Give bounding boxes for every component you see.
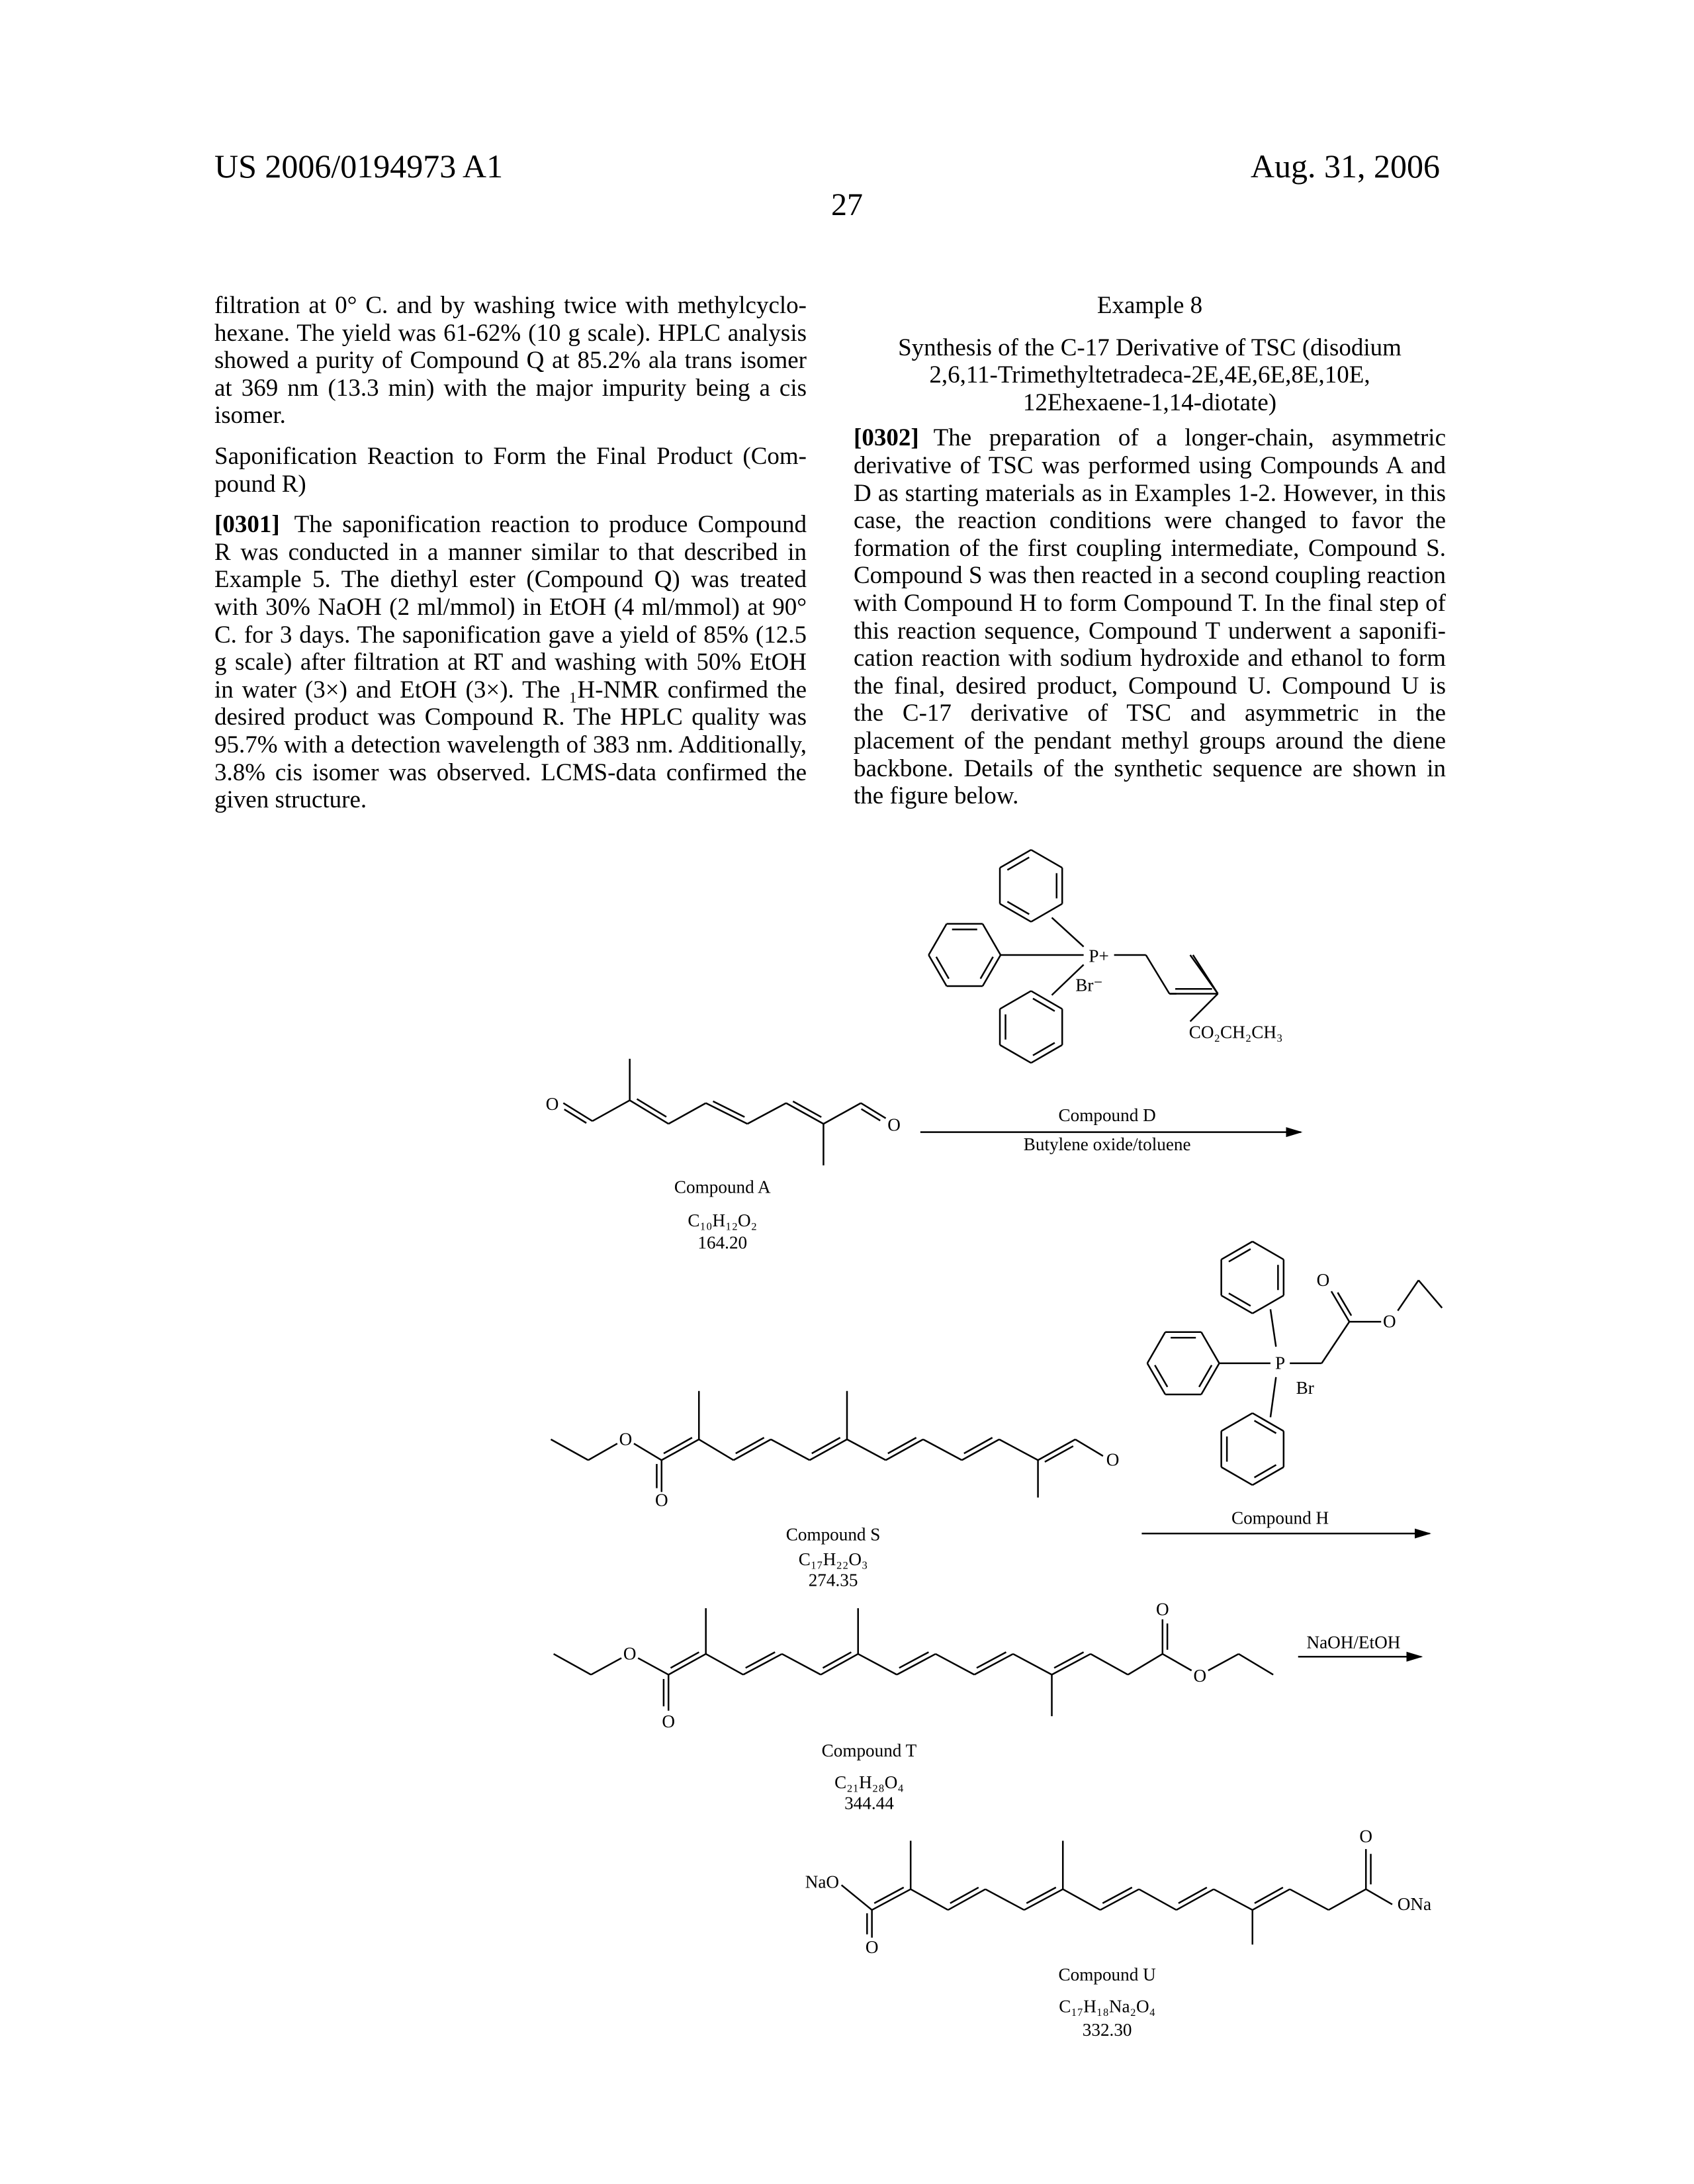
phenyl-bond bbox=[928, 924, 946, 955]
bond bbox=[588, 1443, 617, 1460]
bond bbox=[886, 1439, 923, 1460]
a-oxygen-right: O bbox=[887, 1115, 901, 1135]
reaction-scheme bbox=[0, 0, 1694, 2184]
bond bbox=[1270, 1309, 1276, 1346]
phenyl-bond bbox=[1000, 991, 1031, 1009]
bond bbox=[591, 1658, 621, 1674]
bond bbox=[810, 1439, 847, 1460]
bond bbox=[1100, 1889, 1139, 1910]
phenyl-bond bbox=[1031, 850, 1062, 868]
bond bbox=[842, 1885, 872, 1910]
bond bbox=[706, 1103, 748, 1124]
bond bbox=[1321, 1322, 1349, 1363]
bond bbox=[1190, 955, 1218, 994]
bond bbox=[634, 1443, 662, 1460]
compound-s-name: Compound S bbox=[786, 1525, 881, 1545]
bond bbox=[630, 1101, 669, 1124]
bond bbox=[1214, 1889, 1253, 1910]
compound-s-formula: C₁₇H₂₂O₃ bbox=[799, 1549, 868, 1569]
bond bbox=[1239, 1654, 1273, 1674]
bond bbox=[897, 1654, 936, 1674]
u-ona-label: ONa bbox=[1398, 1894, 1431, 1914]
continuation-paragraph: filtration at 0° C. and by washing twice with methylcyclo-hexane. The yield was 61-62% (10 g scale). HPLC analysis showed a purity of Compound Q at 85.2% ala trans isomer at 369 nm (13.3 min) with the major impurity being a cis isomer. bbox=[214, 292, 807, 430]
aromatic-bond bbox=[1255, 1465, 1276, 1477]
phenyl-bond bbox=[1147, 1332, 1165, 1363]
bond bbox=[821, 1654, 858, 1674]
bond bbox=[1329, 1889, 1366, 1910]
example-title-line-1: Synthesis of the C-17 Derivative of TSC (disodium bbox=[854, 334, 1446, 362]
aromatic-bond bbox=[1007, 857, 1029, 870]
a-oxygen-left: O bbox=[546, 1094, 559, 1114]
d-phosphorus-label: P+ bbox=[1089, 946, 1108, 966]
compound-t-formula: C₂₁H₂₈O₄ bbox=[834, 1772, 904, 1792]
bond bbox=[706, 1654, 743, 1674]
t-oxygen-2: O bbox=[662, 1711, 675, 1731]
compound-u-name: Compound U bbox=[1059, 1965, 1157, 1985]
example-title-line-3: 12Ehexaene-1,14-diotate) bbox=[854, 389, 1446, 417]
bond bbox=[872, 1889, 911, 1910]
h-ester-oxygen: O bbox=[1383, 1312, 1396, 1332]
bond bbox=[1128, 1654, 1163, 1674]
phenyl-bond bbox=[1222, 1467, 1253, 1485]
bond bbox=[743, 1654, 782, 1674]
compound-a-name: Compound A bbox=[674, 1177, 771, 1197]
h-phosphorus-label: P bbox=[1275, 1353, 1285, 1373]
aromatic-bond bbox=[1033, 999, 1055, 1011]
compound-t-mw: 344.44 bbox=[844, 1793, 894, 1813]
paragraph-text: The preparation of a longer-chain, asymmetric derivative of TSC was performed using Compounds A and D as starting materials as in Examples 1-2. However, in this case, the reaction conditions were changed to favor the formation of the first coupling intermediate, Compound S. Compound S was then reacted in a second coupling reaction with Compound H to form Compound T. In the final step of this reaction sequence, Compound T underwent a saponifi-cation reaction with sodium hydroxide and ethanol to form the final, desired product, Compound U. Compound U is the C-17 derivative of TSC and asymmetric in the placement of the pendant methyl groups around the diene backbone. Details of the synthetic sequence are shown in the figure below. bbox=[854, 424, 1446, 809]
step1-reagent: Compound D bbox=[1059, 1105, 1156, 1125]
phenyl-bond bbox=[1253, 1295, 1284, 1313]
bond bbox=[999, 1439, 1038, 1460]
d-bromide-label: Br⁻ bbox=[1075, 975, 1103, 995]
bond bbox=[858, 1654, 897, 1674]
bond bbox=[554, 1654, 591, 1674]
double-bond bbox=[862, 1109, 881, 1120]
bond bbox=[1038, 1439, 1075, 1460]
bond bbox=[771, 1439, 810, 1460]
phenyl-bond bbox=[1031, 904, 1062, 922]
bond bbox=[786, 1103, 823, 1124]
section-heading: Saponification Reaction to Form the Final Product (Com-pound R) bbox=[214, 443, 807, 498]
bond bbox=[1398, 1280, 1418, 1310]
u-oxygen-2: O bbox=[1359, 1826, 1372, 1846]
bond bbox=[847, 1439, 886, 1460]
s-carbonyl-oxygen: O bbox=[655, 1490, 668, 1510]
phenyl-bond bbox=[1222, 1413, 1253, 1431]
step1-conditions: Butylene oxide/toluene bbox=[1024, 1134, 1191, 1154]
bond bbox=[1270, 1377, 1276, 1418]
compound-s-mw: 274.35 bbox=[809, 1570, 858, 1590]
bond bbox=[638, 1658, 668, 1674]
s-ester-oxygen: O bbox=[619, 1429, 633, 1449]
aromatic-bond bbox=[981, 957, 993, 979]
aromatic-bond bbox=[936, 957, 949, 979]
bond bbox=[1013, 1654, 1052, 1674]
publication-date: Aug. 31, 2006 bbox=[1251, 147, 1440, 185]
bond bbox=[551, 1439, 588, 1460]
aromatic-bond bbox=[1007, 901, 1029, 914]
h-carbonyl-oxygen: O bbox=[1317, 1270, 1330, 1290]
bond bbox=[1208, 1654, 1239, 1670]
bond bbox=[1253, 1889, 1290, 1910]
u-oxygen-1: O bbox=[866, 1937, 879, 1957]
bond bbox=[1146, 955, 1170, 994]
compound-t-name: Compound T bbox=[822, 1741, 917, 1760]
bond bbox=[592, 1101, 629, 1121]
bond bbox=[1052, 918, 1084, 947]
bond bbox=[974, 1654, 1013, 1674]
example-heading: Example 8 bbox=[854, 292, 1446, 320]
compound-u-formula: C₁₇H₁₈Na₂O₄ bbox=[1059, 1997, 1155, 2017]
aromatic-bond bbox=[1255, 1421, 1276, 1433]
bond bbox=[1075, 1439, 1103, 1456]
bond bbox=[936, 1654, 975, 1674]
paragraph-number: [0302] bbox=[854, 424, 919, 451]
bond bbox=[1290, 1889, 1329, 1910]
s-aldehyde-oxygen: O bbox=[1106, 1450, 1120, 1470]
bond bbox=[962, 1439, 999, 1460]
example-title-line-2: 2,6,11-Trimethyltetradeca-2E,4E,6E,8E,10E, bbox=[854, 361, 1446, 389]
bond bbox=[1163, 1654, 1192, 1670]
aromatic-bond bbox=[1199, 1365, 1212, 1387]
phenyl-bond bbox=[1201, 1332, 1219, 1363]
bond bbox=[1190, 994, 1218, 1022]
step3-reagent: NaOH/EtOH bbox=[1306, 1633, 1400, 1653]
bond bbox=[699, 1439, 733, 1460]
phenyl-bond bbox=[1253, 1242, 1284, 1259]
bond bbox=[1052, 1654, 1091, 1674]
bond bbox=[948, 1889, 985, 1910]
h-bromide-label: Br bbox=[1296, 1378, 1314, 1398]
bond bbox=[911, 1889, 948, 1910]
bond bbox=[662, 1439, 699, 1460]
paragraph-number: [0301] bbox=[214, 511, 280, 538]
bond bbox=[1024, 1889, 1063, 1910]
aromatic-bond bbox=[1155, 1365, 1167, 1387]
bond bbox=[1091, 1654, 1128, 1674]
paragraph-text: The saponification reaction to produce Compound R was conducted in a manner similar to that described in Example 5. The diethyl ester (Compound Q) was treated with 30% NaOH (2 ml/mmol) in EtOH (4 ml/mmol) at 90° C. for 3 days. The saponification gave a yield of 85% (12.5 g scale) after filtration at RT and washing with 50% EtOH in water (3×) and EtOH (3×). The ₁H-NMR confirmed the desired product was Compound R. The HPLC quality was 95.7% with a detection wavelength of 383 nm. Additionally, 3.8% cis isomer was observed. LCMS-data confirmed the given structure. bbox=[214, 511, 807, 813]
bond bbox=[823, 1103, 860, 1124]
bond bbox=[734, 1439, 771, 1460]
bond bbox=[985, 1889, 1024, 1910]
t-oxygen-4: O bbox=[1193, 1666, 1206, 1686]
aromatic-bond bbox=[1229, 1293, 1251, 1306]
aromatic-bond bbox=[1033, 1043, 1055, 1056]
bond bbox=[782, 1654, 821, 1674]
bond bbox=[923, 1439, 962, 1460]
phenyl-bond bbox=[1000, 1045, 1031, 1063]
bond bbox=[1177, 1889, 1214, 1910]
u-nao-label: NaO bbox=[805, 1872, 839, 1891]
bond bbox=[1419, 1280, 1443, 1308]
compound-a-formula: C₁₀H₁₂O₂ bbox=[688, 1210, 757, 1230]
bond bbox=[1366, 1889, 1392, 1905]
bond bbox=[1139, 1889, 1176, 1910]
compound-u-mw: 332.30 bbox=[1083, 2020, 1132, 2040]
step2-reagent: Compound H bbox=[1231, 1508, 1329, 1527]
bond bbox=[747, 1103, 786, 1124]
aromatic-bond bbox=[1229, 1249, 1251, 1261]
t-oxygen-1: O bbox=[623, 1643, 637, 1663]
d-ester-label: CO₂CH₂CH₃ bbox=[1189, 1022, 1283, 1042]
compound-a-mw: 164.20 bbox=[697, 1232, 747, 1252]
bond bbox=[1063, 1889, 1100, 1910]
bond bbox=[668, 1103, 705, 1124]
t-oxygen-3: O bbox=[1156, 1599, 1169, 1619]
phenyl-bond bbox=[983, 924, 1001, 955]
patent-number: US 2006/0194973 A1 bbox=[214, 147, 503, 185]
page-number: 27 bbox=[0, 187, 1694, 223]
bond bbox=[668, 1654, 705, 1674]
